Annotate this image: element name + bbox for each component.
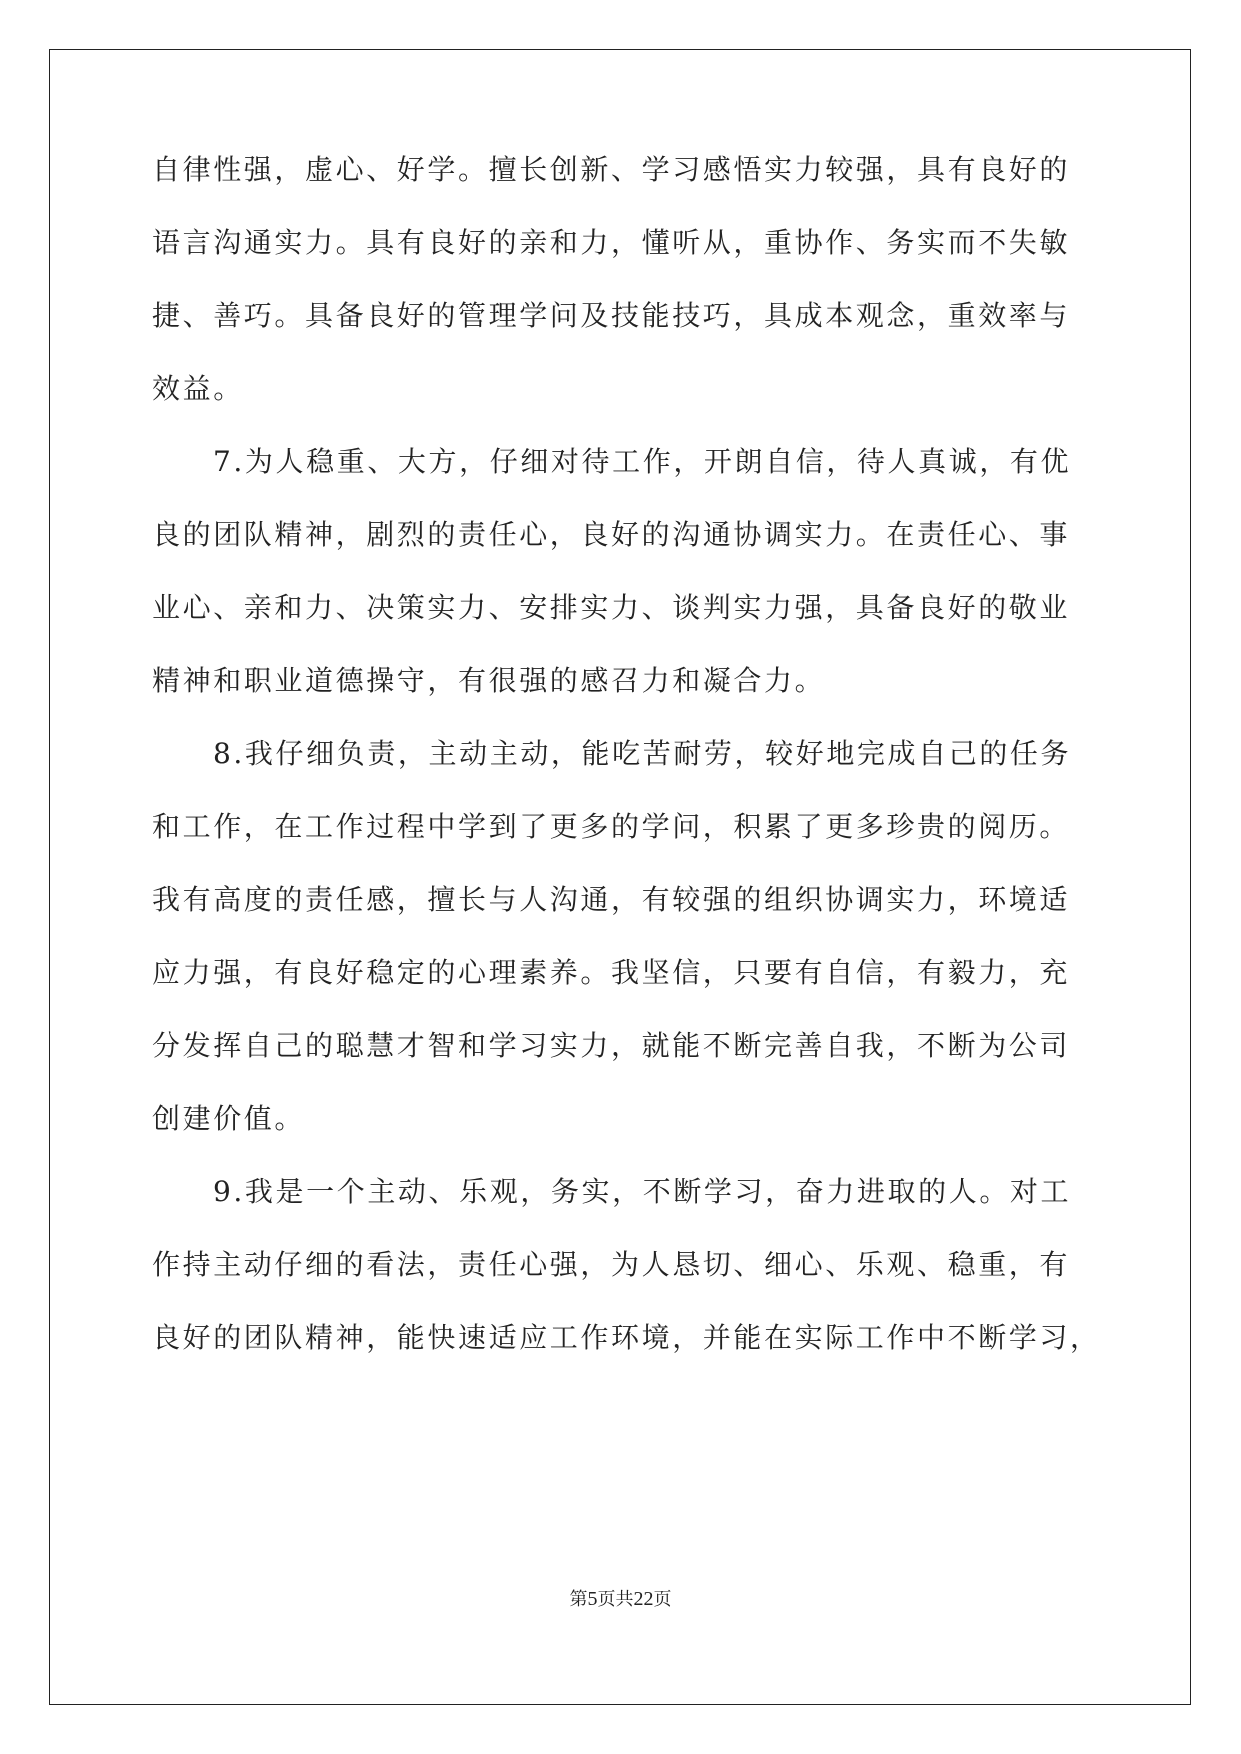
- text-line-3: 捷、善巧。具备良好的管理学问及技能技巧，具成本观念，重效率与: [152, 299, 1071, 332]
- text-line-4: 效益。: [152, 372, 244, 405]
- text-line-8: 精神和职业道德操守，有很强的感召力和凝合力。: [152, 664, 826, 697]
- page-footer: [0, 1586, 1241, 1612]
- text-line-7: 业心、亲和力、决策实力、安排实力、谈判实力强，具备良好的敬业: [152, 591, 1071, 624]
- text-line-2: 语言沟通实力。具有良好的亲和力，懂听从，重协作、务实而不失敏: [152, 226, 1071, 259]
- text-line-6: 良的团队精神，剧烈的责任心，良好的沟通协调实力。在责任心、事: [152, 518, 1071, 551]
- paragraph-7-start: 7.为人稳重、大方，仔细对待工作，开朗自信，待人真诚，有优: [213, 445, 1072, 478]
- page-prefix: 第: [569, 1589, 588, 1610]
- text-line-16: 作持主动仔细的看法，责任心强，为人恳切、细心、乐观、稳重，有: [152, 1248, 1071, 1281]
- total-suffix: 页: [653, 1589, 672, 1610]
- text-line-13: 分发挥自己的聪慧才智和学习实力，就能不断完善自我，不断为公司: [152, 1029, 1071, 1062]
- text-line-1: 自律性强，虚心、好学。擅长创新、学习感悟实力较强，具有良好的: [152, 153, 1071, 186]
- paragraph-9-start: 9.我是一个主动、乐观，务实，不断学习，奋力进取的人。对工: [213, 1175, 1072, 1208]
- total-prefix: 共: [615, 1589, 634, 1610]
- total-pages: 22: [633, 1588, 654, 1610]
- text-line-10: 和工作，在工作过程中学到了更多的学问，积累了更多珍贵的阅历。: [152, 810, 1071, 843]
- text-line-17: 良好的团队精神，能快速适应工作环境，并能在实际工作中不断学习，: [152, 1321, 1101, 1354]
- paragraph-8-start: 8.我仔细负责，主动主动，能吃苦耐劳，较好地完成自己的任务: [213, 737, 1072, 770]
- text-line-11: 我有高度的责任感，擅长与人沟通，有较强的组织协调实力，环境适: [152, 883, 1071, 916]
- text-line-12: 应力强，有良好稳定的心理素养。我坚信，只要有自信，有毅力，充: [152, 956, 1071, 989]
- text-line-14: 创建价值。: [152, 1102, 306, 1135]
- page-number: 5: [587, 1588, 598, 1610]
- page-suffix: 页: [597, 1589, 616, 1610]
